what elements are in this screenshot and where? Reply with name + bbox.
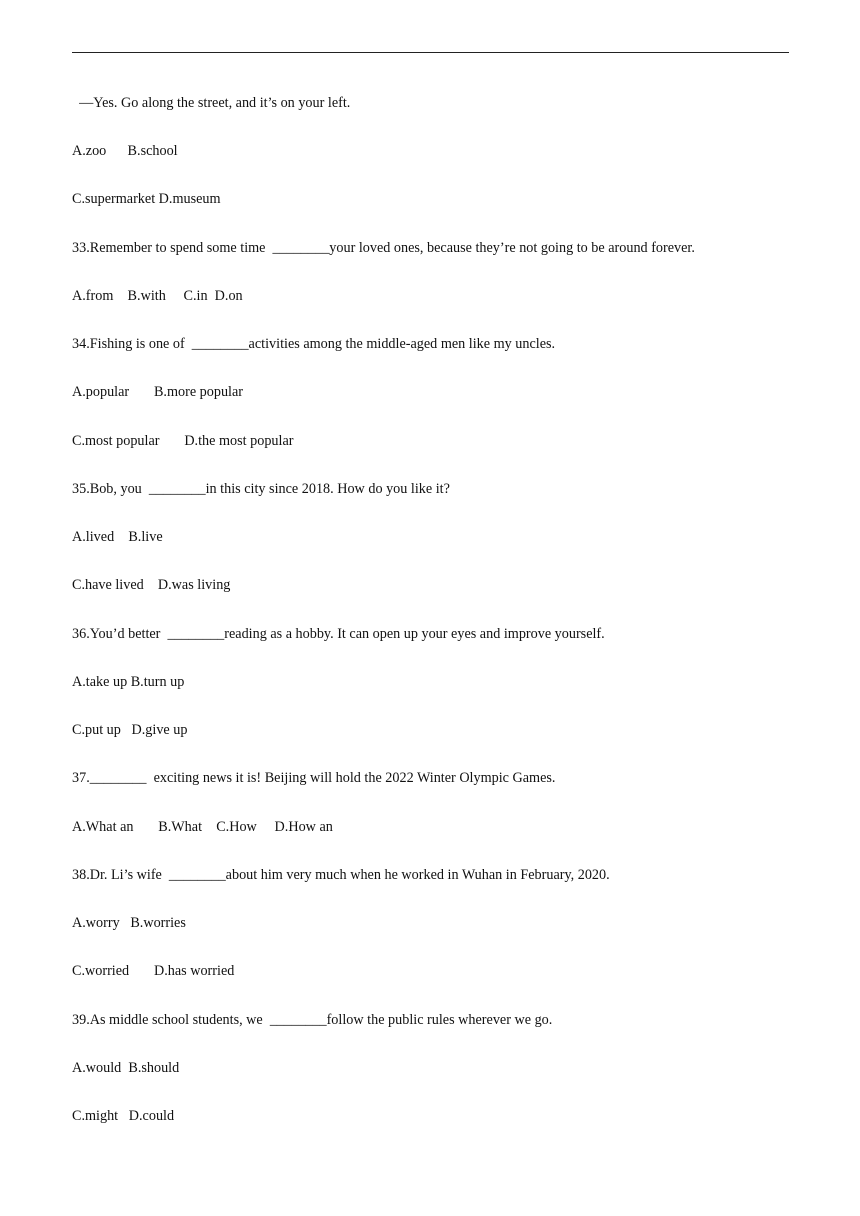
option-line: C.put up D.give up xyxy=(72,722,188,738)
question-34: 34.Fishing is one of ________activities among the middle-aged men like my uncles. xyxy=(72,336,556,352)
option-line: A.What an B.What C.How D.How an xyxy=(72,819,333,835)
option-line: A.from B.with C.in D.on xyxy=(72,288,243,304)
option-line: A.take up B.turn up xyxy=(72,674,185,690)
option-line: C.have lived D.was living xyxy=(72,577,231,593)
header-rule xyxy=(72,52,789,53)
question-33: 33.Remember to spend some time ________your loved ones, because they’re not going to be around forever. xyxy=(72,240,695,256)
option-line: C.might D.could xyxy=(72,1108,175,1124)
option-line: A.would B.should xyxy=(72,1060,180,1076)
option-line: A.zoo B.school xyxy=(72,143,178,159)
option-line: C.worried D.has worried xyxy=(72,963,235,979)
question-38: 38.Dr. Li’s wife ________about him very much when he worked in Wuhan in February, 2020. xyxy=(72,867,610,883)
answer-line: —Yes. Go along the street, and it’s on your left. xyxy=(72,95,351,111)
option-line: C.most popular D.the most popular xyxy=(72,433,294,449)
option-line: C.supermarket D.museum xyxy=(72,191,221,207)
option-line: A.popular B.more popular xyxy=(72,384,244,400)
option-line: A.lived B.live xyxy=(72,529,163,545)
question-36: 36.You’d better ________reading as a hobby. It can open up your eyes and improve yourself. xyxy=(72,626,605,642)
option-line: A.worry B.worries xyxy=(72,915,186,931)
question-35: 35.Bob, you ________in this city since 2018. How do you like it? xyxy=(72,481,450,497)
question-37: 37.________ exciting news it is! Beijing will hold the 2022 Winter Olympic Games. xyxy=(72,770,556,786)
question-39: 39.As middle school students, we ________follow the public rules wherever we go. xyxy=(72,1012,553,1028)
